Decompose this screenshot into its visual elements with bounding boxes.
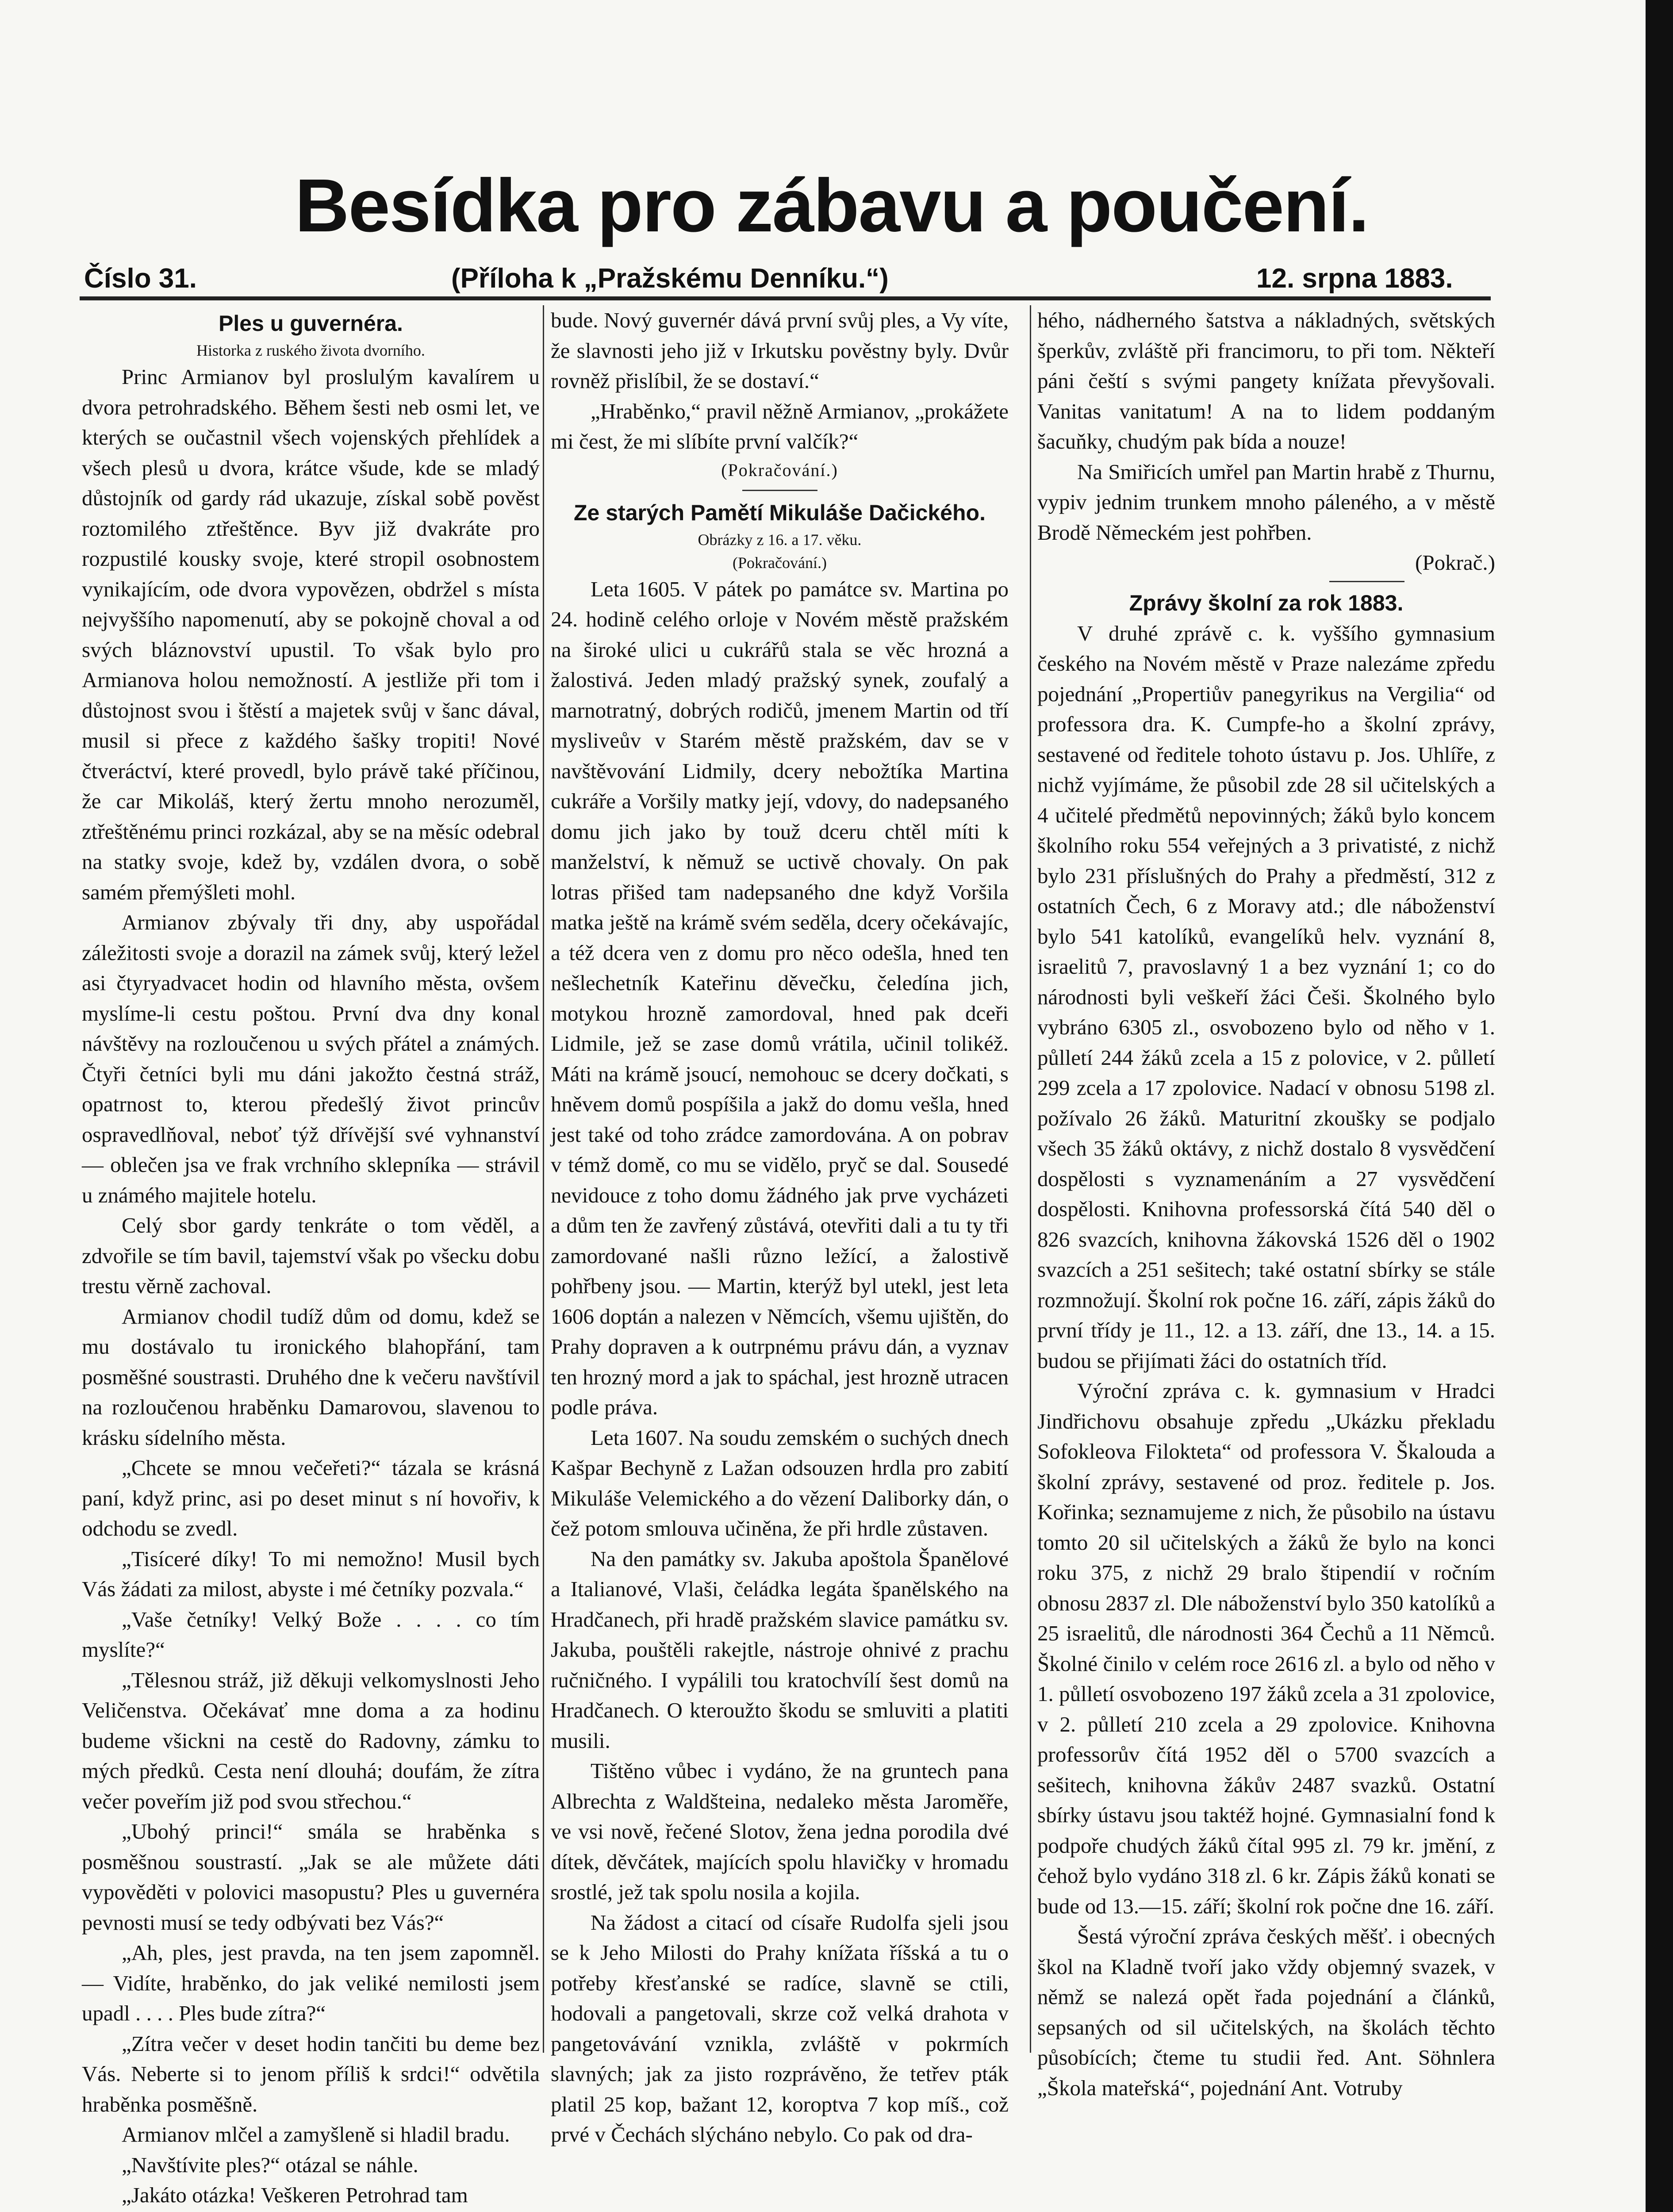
paragraph: Na žádost a citací od císaře Rudolfa sjeli jsou se k Jeho Milosti do Prahy knížata říšská a tu o potřeby křesťanské se radíce, slavně se ctili, hodovali a pangetovali, skrze což velká drahota v pangetovávání vznikla, zvláště v pokrmích slavných; jak za jisto rozprávěno, že tetřev pták platil 25 kop, bažant 12, koroptva 7 kop míš., což prvé v Čechách slýcháno nebylo. Co pak od dra- xyxy=(551,1910,1009,2147)
paragraph: bude. Nový guvernér dává první svůj ples, a Vy víte, že slavnosti jeho již v Irkutsku pověstny byly. Dvůr rovněž přislíbil, že se dostaví.“ xyxy=(551,308,1009,393)
section-separator xyxy=(1329,581,1404,582)
paragraph: Armianov chodil tudíž dům od domu, kdež se mu dostávalo tu ironického blahopřání, tam posměšné soustrasti. Druhého dne k večeru navštívil na rozloučenou hraběnku Damarovou, slavenou to krásku sídelního města. xyxy=(82,1304,540,1450)
column-divider xyxy=(543,305,544,2053)
paragraph: „Navštívite ples?“ otázal se náhle. xyxy=(122,2152,418,2177)
paragraph: Armianov zbývaly tři dny, aby uspořádal záležitosti svoje a dorazil na zámek svůj, který ležel asi čtyryadvacet hodin od hlavního města, ovšem myslíme-li cestu poštou. První dva dny konal návštěvy na rozloučenou u svých přátel a známých. Čtyři četníci byli mu dáni jakožto čestná stráž, opatrnost to, kterou předešlý život princův ospravedlňoval, neboť týž dřívější své vyhnanství — oblečen jsa ve frak vrchního sklepníka — strávil u známého majitele hotelu. xyxy=(82,910,540,1207)
paragraph: Na den památky sv. Jakuba apoštola Španělové a Italianové, Vlaši, čeládka legáta španělského na Hradčanech, při hradě pražském slavice památku sv. Jakuba, pouštěli rakejtle, nástroje ohnivé z prachu ručničného. I vypálili tou kratochvílí šest domů na Hradčanech. O kteroužto škodu se smluviti a platiti musili. xyxy=(551,1546,1009,1753)
issue-info-bar xyxy=(80,261,1491,296)
paragraph: hého, nádherného šatstva a nákladných, světských šperkův, zvláště při francimoru, to při tom. Někteří páni čeští s svými pangety knížata převyšovali. Vanitas vanitatum! A na to lidem poddaným šacuňky, chudým pak bída a nouze! xyxy=(1037,308,1495,453)
continued-note: (Pokračování.) xyxy=(721,460,838,480)
section-separator xyxy=(742,490,817,491)
paragraph: „Ah, ples, jest pravda, na ten jsem zapomněl. — Vidíte, hraběnko, do jak veliké nemilosti jsem upadl . . . . Ples bude zítra?“ xyxy=(82,1940,540,2025)
paragraph: Armianov mlčel a zamyšleně si hladil bradu. xyxy=(122,2122,510,2147)
article-title: Ze starých Pamětí Mikuláše Dačického. xyxy=(574,500,986,525)
issue-date: 12. srpna 1883. xyxy=(1256,263,1453,294)
article-title: Ples u guvernéra. xyxy=(219,311,403,336)
paragraph: „Chcete se mnou večeřeti?“ tázala se krásná paní, když princ, asi po deset minut s ní hovořiv, k odchodu se zvedl. xyxy=(82,1455,540,1540)
paragraph: Šestá výroční zpráva českých měšť. i obecných škol na Kladně tvoří jako vždy objemný svazek, v němž se nalezá opět řada pojednání a článků, sepsaných od sil učitelských, na školách těchto působících; čteme tu studii řed. Ant. Söhnlera „Škola mateřská“, pojednání Ant. Votruby xyxy=(1037,1924,1495,2100)
paragraph: Princ Armianov byl proslulým kavalírem u dvora petrohradského. Během šesti neb osmi let, ve kterých se oučastnil všech vojenských přehlídek a všech plesů u dvora, krátce všude, kde se mladý důstojník od gardy rád ukazuje, získal sobě pověst roztomilého ztřeštěnce. Byv již dvakráte pro rozpustilé kousky svoje, které stropil osobnostem vynikajícím, ode dvora vypovězen, obdržel s místa nejvyššího napomenutí, aby se pokojně choval a od svých bláznovství upustil. To však bylo pro Armianova holou nemožností. A jestliže při tom i důstojnost svou i štěstí a majetek svůj v šanc dával, musil si přece z každého šašky tropiti! Nové čtveráctví, které provedl, bylo právě také příčinou, že car Mikoláš, který žertu mnoho nerozuměl, ztřeštěnému princi rozkázal, aby se na měsíc odebral na statky svoje, kdež by, vzdálen dvora, o sobě samém přemýšleti mohl. xyxy=(82,365,540,904)
paragraph: Celý sbor gardy tenkráte o tom věděl, a zdvořile se tím bavil, tajemství však po všecku dobu trestu věrně zachoval. xyxy=(82,1213,540,1298)
paragraph: „Jakáto otázka! Veškeren Petrohrad tam xyxy=(122,2183,468,2207)
column-3 xyxy=(1037,305,1495,2163)
paragraph: Leta 1605. V pátek po památce sv. Martina po 24. hodině celého orloje v Novém městě pražském na široké ulici u cukrářů stala se věc hrozná a žalostivá. Jeden mladý pražský synek, zoufalý a marnotratný, dobrých rodičů, jmenem Martin od tří mysliveův v Starém městě pražském, dav se v navštěvování Lidmily, dcery nebožtíka Martina cukráře a Voršily matky její, vdovy, do nadepsaného domu jich jako by touž dceru chtěl míti k manželství, k němuž se uctivě chovaly. On pak lotras přišed tam nadepsaného dne když Voršila matka ještě na krámě svém seděla, dcery očekávajíc, a též dcera ven z domu pro něco odešla, hned ten nešlechetník Kateřinu děvečku, čeledína jich, motykou hrozně zamordoval, hned pak dceři Lidmile, jež se zase domů vrátila, učinil tolikéž. Máti na krámě jsoucí, nemohouc se dcery dočkati, s hněvem domů pospíšila a jakž do domu vešla, hned jest také od toho zrádce zamordována. A on pobrav v témž domě, co mu se vidělo, pryč se dal. Sousedé nevidouce z toho domu žádného jak prve vycházeti a dům ten že zavřený zůstává, otevřiti dali a tu ty tři zamordované našli různo ležící, a žalostivě pohřbeny jsou. — Martin, kterýž byl utekl, jest leta 1606 doptán a nalezen v Němcích, všemu ujištěn, do Prahy dopraven a k outrpnému právu dán, a vyznav ten hrozný mord a jak to spáchal, jest hrozně utracen podle práva. xyxy=(551,576,1009,1419)
continued-note: (Pokračování.) xyxy=(733,553,827,572)
continued-note: (Pokrač.) xyxy=(1415,550,1495,575)
paragraph: „Zítra večer v deset hodin tančiti bu deme bez Vás. Neberte si to jenom příliš k srdci!“ odvětila hraběnka posměšně. xyxy=(82,2031,540,2116)
masthead-title: Besídka pro zábavu a poučení. xyxy=(295,164,1369,248)
paragraph: „Ubohý princi!“ smála se hraběnka s posměšnou soustrastí. „Jak se ale můžete dáti vypověděti v polovici masopustu? Ples u guvernéra pevnosti musí se tedy odbývati bez Vás?“ xyxy=(82,1819,540,1935)
supplement-note: (Příloha k „Pražskému Denníku.“) xyxy=(451,263,889,294)
issue-number: Číslo 31. xyxy=(84,263,197,294)
paragraph: „Vaše četníky! Velký Bože . . . . co tím myslíte?“ xyxy=(82,1607,540,1662)
paragraph: „Tělesnou stráž, již děkuji velkomyslnosti Jeho Veličenstva. Očekávať mne doma a za hodinu budeme všickni na cestě do Radovny, zámku to mých předků. Cesta není dlouhá; doufám, že zítra večer poveřím již pod svou střechou.“ xyxy=(82,1667,540,1813)
paragraph: Výroční zpráva c. k. gymnasium v Hradci Jindřichovu obsahuje zpředu „Ukázku překladu Sofokleova Filokteta“ od professora V. Škalouda a školní zprávy, sestavené od proz. ředitele p. Jos. Kořinka; seznamujeme z nich, že působilo na ústavu tomto 20 sil učitelských a žáků že bylo na konci roku 375, z nichž 29 bralo štipendií v ročním obnosu 2837 zl. Dle náboženství bylo 350 katolíků a 25 israelitů, dle národnosti 364 Čechů a 11 Němců. Školné činilo v celém roce 2616 zl. a bylo od něho v 1. půlletí osvobozeno 197 žáků zcela a 31 zpolovice, v 2. půlletí 210 zcela a 29 zpolovice. Knihovna professorův čítá 1952 děl o 5700 svazcích a sešitech, knihovna žákův 2487 svazků. Ostatní sbírky ústavu jsou taktéž hojné. Gymnasialní fond k podpoře chudých žáků čítal 995 zl. 79 kr. jmění, z čehož bylo vydáno 318 zl. 6 kr. Zápis žáků konati se bude od 13.—15. září; školní rok počne dne 16. září. xyxy=(1037,1379,1495,1918)
paragraph: Tištěno vůbec i vydáno, že na gruntech pana Albrechta z Waldšteina, nedaleko města Jaroměře, ve vsi nově, řečené Slotov, žena jedna porodila dvé dítek, děvčátek, majících spolu hlavičky v hromadu srostlé, jež tak spolu nosila a kojila. xyxy=(551,1759,1009,1904)
paragraph: Leta 1607. Na soudu zemském o suchých dnech Kašpar Bechyně z Lažan odsouzen hrdla pro zabití Mikuláše Velemického a do vězení Daliborky dán, o čež potom smlouva učiněna, že při hrdle zůstaven. xyxy=(551,1425,1009,1540)
article-subtitle: Historka z ruského života dvorního. xyxy=(196,342,425,359)
paragraph: „Hraběnko,“ pravil něžně Armianov, „prokážete mi čest, že mi slíbíte první valčík?“ xyxy=(551,399,1009,453)
paragraph: „Tisíceré díky! To mi nemožno! Musil bych Vás žádati za milost, abyste i mé četníky pozvala.“ xyxy=(82,1546,540,1601)
paragraph: V druhé zprávě c. k. vyššího gymnasium českého na Novém městě v Praze nalezáme zpředu pojednání „Propertiův panegyrikus na Vergilia“ od professora dra. K. Cumpfe-ho a školní zprávy, sestavené od ředitele tohoto ústavu p. Jos. Uhlíře, z nichž vyjímáme, že působil zde 28 sil učitelských a 4 učitelé předmětů nepovinných; žáků bylo koncem školního roku 554 veřejných a 3 privatisté, z nichž bylo 231 příslušných do Prahy a předměstí, 312 z ostatních Čech, 6 z Moravy atd.; dle náboženství bylo 541 katolíků, evangelíků helv. vyznání 8, israelitů 7, pravoslavný 1 a bez vyznání 1; co do národnosti byli veškeří žáci Češi. Školného bylo vybráno 6305 zl., osvobozeno bylo od něho v 1. půlletí 244 žáků zcela a 15 z polovice, v 2. půlletí 299 zcela a 17 zpolovice. Nadací v obnosu 5198 zl. požívalo 26 žáků. Maturitní zkoušky se podjalo všech 35 žáků oktávy, z nichž dostalo 8 vysvědčení dospělosti s vyznamenáním a 27 vysvědčení dospělosti. Knihovna professorská čítá 540 děl o 826 svazcích, knihovna žákovská 1526 děl o 1902 svazcích a 251 sešitech; také ostatní sbírky se stále rozmnožují. Školní rok počne 16. září, zápis žáků do první třídy je 11., 12. a 13. září, dne 13., 14. a 15. budou se přijímati žáci do ostatních tříd. xyxy=(1037,621,1495,1373)
column-1 xyxy=(82,305,540,2207)
column-divider xyxy=(1030,305,1031,2053)
article-subtitle: Obrázky z 16. a 17. věku. xyxy=(698,530,862,549)
article-title: Zprávy školní za rok 1883. xyxy=(1129,590,1404,615)
column-2 xyxy=(551,305,1009,2163)
paragraph: Na Smiřicích umřel pan Martin hrabě z Thurnu, vypiv jednim trunkem mnoho páleného, a v městě Brodě Německém jest pohřben. xyxy=(1037,459,1495,545)
header-rule xyxy=(80,296,1491,300)
